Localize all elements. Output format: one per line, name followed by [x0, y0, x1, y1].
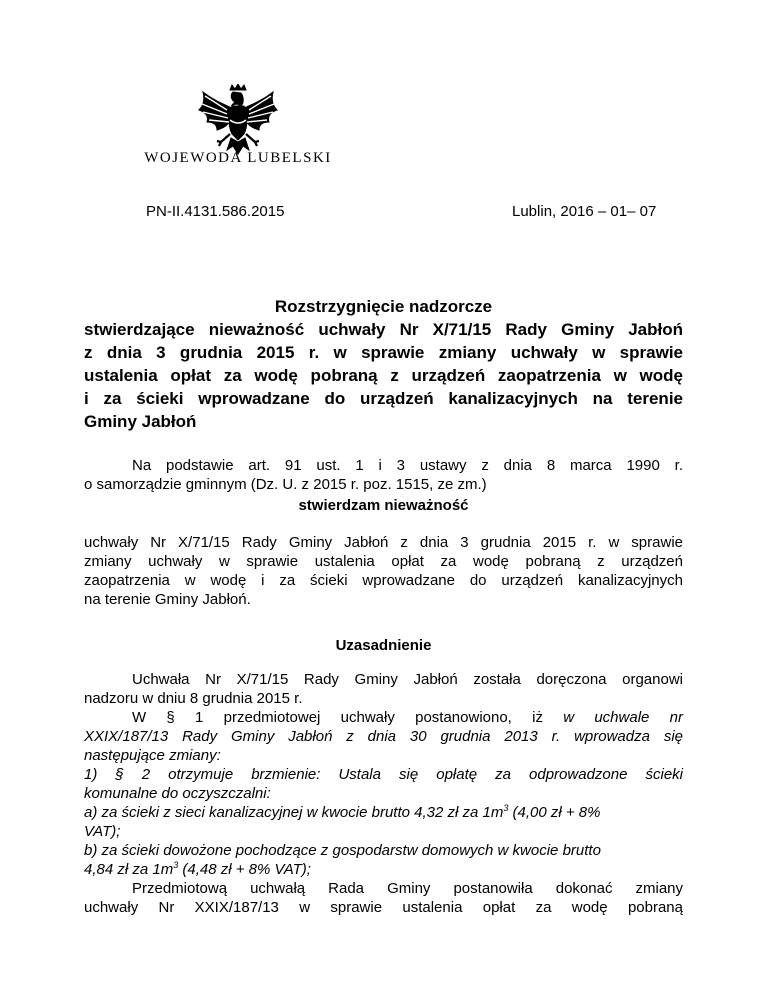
title-line: i za ścieki wprowadzane do urządzeń kanalizacyjnych na terenie	[84, 389, 683, 408]
text-line: zmiany uchwały w sprawie ustalenia opłat za wodę pobraną z urządzeń	[84, 553, 683, 570]
title-line: Rozstrzygnięcie nadzorcze	[274, 297, 493, 316]
text-line: Na podstawie art. 91 ust. 1 i 3 ustawy z dnia 8 marca 1990 r.	[132, 457, 683, 474]
legal-basis-paragraph	[84, 456, 683, 494]
decision-heading: stwierdzam nieważność	[298, 497, 469, 514]
justification-heading: Uzasadnienie	[335, 637, 432, 654]
text-fragment: (4,00 zł + 8%	[508, 804, 601, 821]
text-fragment: a) za ścieki z sieci kanalizacyjnej w kwocie brutto 4,32 zł za 1m	[84, 804, 504, 821]
authority-name: WOJEWODA LUBELSKI	[144, 150, 332, 166]
justification-body	[84, 670, 683, 917]
text-line: b) za ścieki dowożone pochodzące z gospodarstw domowych w kwocie brutto	[84, 842, 601, 859]
text-fragment: 4,84 zł za 1m	[84, 861, 174, 878]
place-date: Lublin, 2016 – 01– 07	[512, 203, 657, 220]
document-title	[84, 295, 683, 433]
title-line: stwierdzające nieważność uchwały Nr X/71/15 Rady Gminy Jabłoń	[84, 320, 683, 339]
text-line: o samorządzie gminnym (Dz. U. z 2015 r. poz. 1515, ze zm.)	[84, 476, 487, 493]
title-line: ustalenia opłat za wodę pobraną z urządzeń zaopatrzenia w wodę	[84, 366, 683, 385]
title-line: Gminy Jabłoń	[84, 412, 197, 431]
text-line: XXIX/187/13 Rady Gminy Jabłoń z dnia 30 grudnia 2013 r. wprowadza się	[84, 728, 683, 745]
text-line: uchwały Nr X/71/15 Rady Gminy Jabłoń z dnia 3 grudnia 2015 r. w sprawie	[84, 534, 683, 551]
reference-number: PN-II.4131.586.2015	[146, 203, 285, 220]
text-fragment: (4,48 zł + 8% VAT);	[178, 861, 311, 878]
text-line: nadzoru w dniu 8 grudnia 2015 r.	[84, 690, 303, 707]
text-line: uchwały Nr XXIX/187/13 w sprawie ustalenia opłat za wodę pobraną	[84, 899, 683, 916]
text-line: na terenie Gminy Jabłoń.	[84, 591, 251, 608]
text-line: zaopatrzenia w wodę i za ścieki wprowadzane do urządzeń kanalizacyjnych	[84, 572, 683, 589]
text-line: następujące zmiany:	[84, 747, 221, 764]
text-line	[84, 708, 683, 727]
superscript: 3	[173, 860, 179, 870]
title-line: z dnia 3 grudnia 2015 r. w sprawie zmiany uchwały w sprawie	[84, 343, 683, 362]
text-line: komunalne do oczyszczalni:	[84, 785, 271, 802]
superscript: 3	[503, 803, 509, 813]
text-line: Przedmiotową uchwałą Rada Gminy postanowiła dokonać zmiany	[132, 880, 683, 897]
text-line: Uchwała Nr X/71/15 Rady Gminy Jabłoń została doręczona organowi	[132, 671, 683, 688]
text-line	[84, 803, 683, 822]
text-line	[84, 860, 683, 879]
text-line: VAT);	[84, 823, 121, 840]
text-fragment: W § 1 przedmiotowej uchwały postanowiono, iż	[132, 709, 564, 726]
decision-paragraph	[84, 533, 683, 609]
text-line: 1) § 2 otrzymuje brzmienie: Ustala się opłatę za odprowadzone ścieki	[84, 766, 683, 783]
text-fragment: w uchwale nr	[563, 709, 683, 726]
